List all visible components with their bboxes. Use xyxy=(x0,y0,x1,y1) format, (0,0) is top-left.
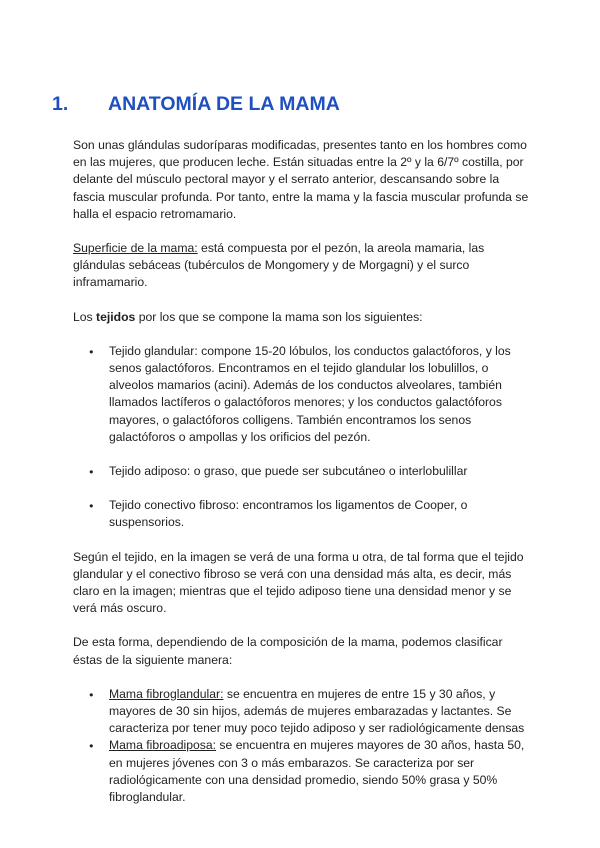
tissues-list xyxy=(73,343,533,532)
list-item-fibroadipose xyxy=(73,737,533,806)
fibroadipose-text: se encuentra en mujeres mayores de 30 años, hasta 50, en mujeres jóvenes con 3 o más embarazos. Se caracteriza por ser radiológicamente con una densidad promedio, siendo 50% grasa y 50% fibroglandular. xyxy=(109,738,525,805)
tissues-intro-before: Los xyxy=(73,309,97,324)
fibroglandular-text: se encuentra en mujeres de entre 15 y 30 años, y mayores de 30 sin hijos, además de mujeres embarazadas y lactantes. Se caracteriza por tener muy poco tejido adiposo y ser radiológicamente densas xyxy=(109,686,525,736)
classification-intro-paragraph: De esta forma, dependiendo de la composición de la mama, podemos clasificar éstas de la siguiente manera: xyxy=(73,635,503,667)
tissues-intro-paragraph xyxy=(73,309,533,326)
list-item-tissue-adipose: ● Tejido adiposo: o graso, que puede ser subcutáneo o interlobulillar xyxy=(73,463,533,480)
surface-text: está compuesta por el pezón, la areola mamaria, las glándulas sebáceas (tubérculos de Mongomery y de Morgagni) y el surco inframamario. xyxy=(73,241,485,290)
tissues-intro-after: por los que se compone la mama son los siguientes: xyxy=(135,309,423,324)
classification-list xyxy=(73,686,533,806)
fibroadipose-label: Mama fibroadiposa: xyxy=(109,738,217,753)
fibroglandular-label: Mama fibroglandular: xyxy=(109,686,224,701)
tissues-intro-bold: tejidos xyxy=(96,309,136,324)
section-heading xyxy=(52,92,340,116)
surface-label: Superficie de la mama: xyxy=(73,241,198,256)
list-item-fibroglandular xyxy=(73,686,533,738)
surface-paragraph xyxy=(73,240,533,292)
intro-paragraph: Son unas glándulas sudoríparas modificadas, presentes tanto en los hombres como en las mujeres, que producen leche. Están situadas entre la 2º y la 6/7º costilla, por delante del músculo pectoral mayor y el serrato anterior, descansando sobre la fascia muscular profunda. Por tanto, entre la mama y la fascia muscular profunda se halla el espacio retromamario. xyxy=(73,138,529,221)
document-body xyxy=(73,137,533,806)
list-item-tissue-connective: ● Tejido conectivo fibroso: encontramos los ligamentos de Cooper, o suspensorios. xyxy=(73,497,533,531)
section-title: ANATOMÍA DE LA MAMA xyxy=(108,93,340,115)
section-number: 1. xyxy=(52,93,69,115)
list-item-tissue-glandular: ● Tejido glandular: compone 15-20 lóbulos, los conductos galactóforos, y los senos galactóforos. Encontramos en el tejido glandular los lobulillos, o alveolos mamarios (acini). Además de los conductos alveolares, también llamados lactíferos o galactóforos menores; y los conductos galactóforos mayores, o galactóforos colligens. También encontramos los senos galactóforos o ampollas y los orificios del pezón. xyxy=(73,343,533,446)
density-paragraph: Según el tejido, en la imagen se verá de una forma u otra, de tal forma que el tejido glandular y el conectivo fibroso se verá con una densidad más alta, es decir, más claro en la imagen; mientras que el tejido adiposo tiene una densidad menor y se verá más oscuro. xyxy=(73,549,524,616)
